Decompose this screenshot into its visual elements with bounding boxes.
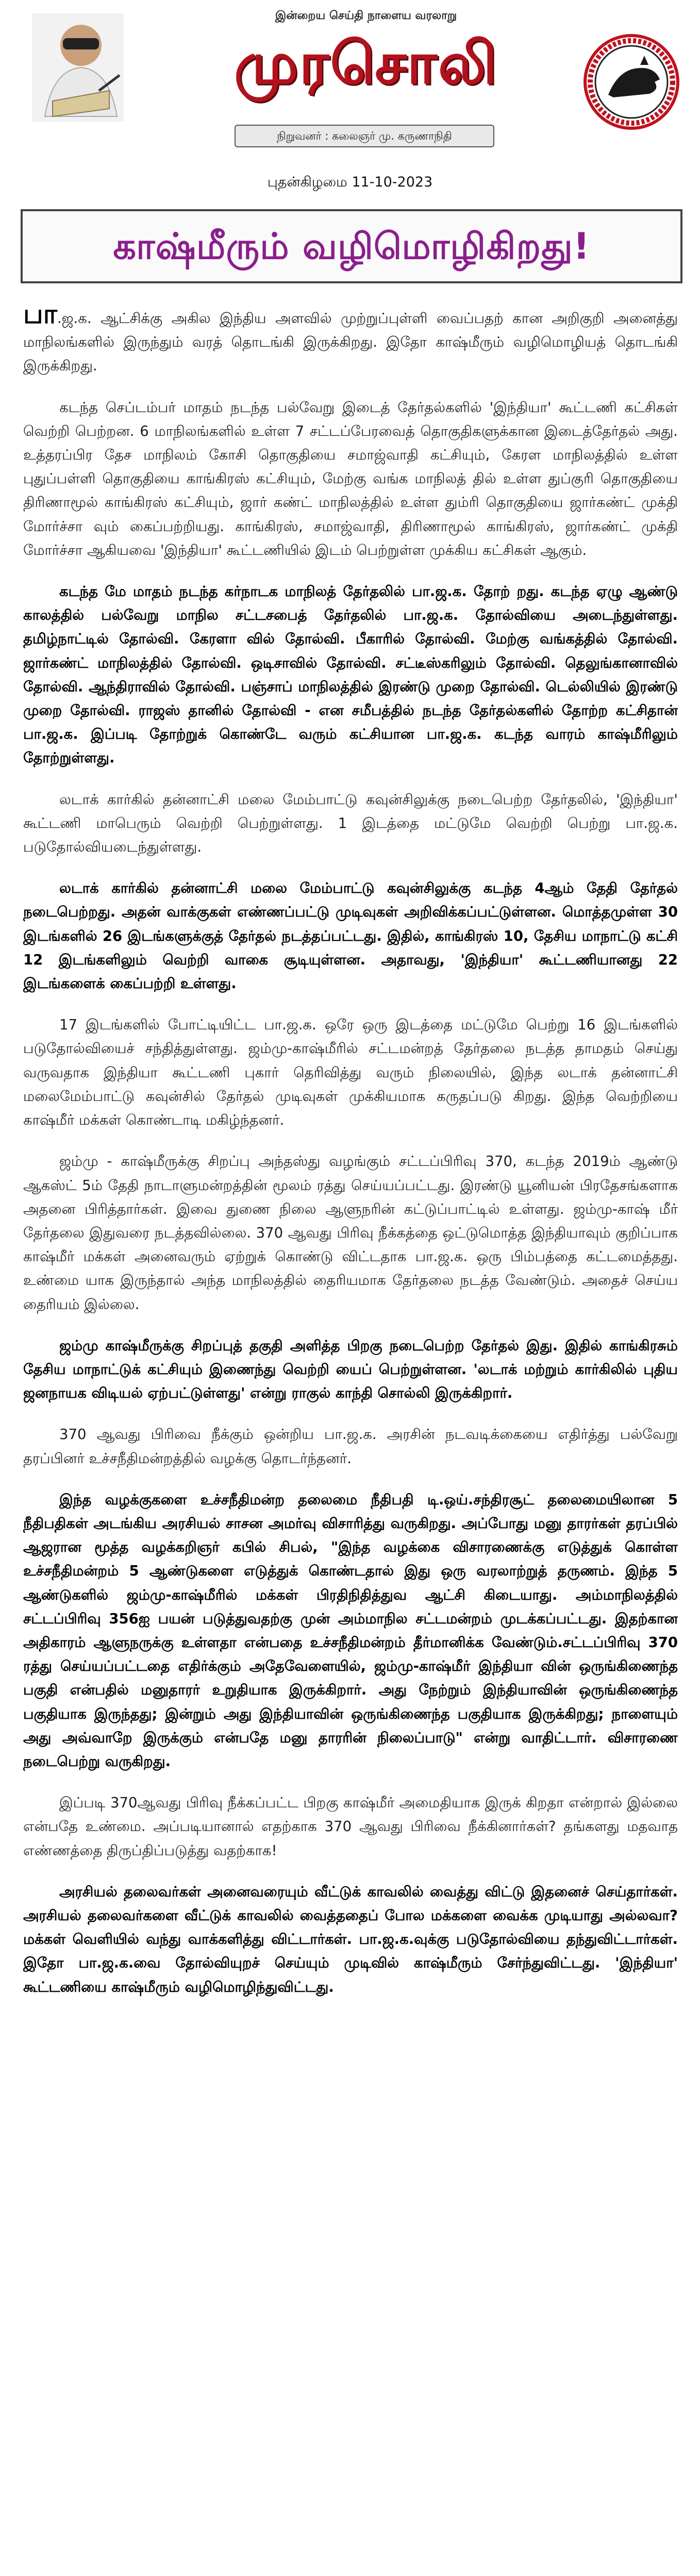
newspaper-logo: முரசொலி <box>234 30 498 97</box>
paragraph-5: லடாக் கார்கில் தன்னாட்சி மலை மேம்பாட்டு கவுன்சிலுக்கு கடந்த 4ஆம் தேதி தேர்தல் நடைபெற்றது. அதன் வாக்குகள் எண்ணப்பட்டு முடிவுகள் அறிவிக்கப்பட்டுள்ளன. மொத்தமுள்ள 30 இடங்களில் 26 இடங்களுக்குத் தேர்தல் நடத்தப்பட்டது. இதில், காங்கிரஸ் 10, தேசிய மாநாட்டு கட்சி 12 இடங்களிலும் வெற்றி வாகை சூடியுள்ளன. அதாவது, 'இந்தியா' கூட்டணியானது 22 இடங்களைக் கைப்பற்றி உள்ளது. <box>23 880 678 992</box>
tagline: இன்றைய செய்தி நாளைய வரலாறு <box>275 9 457 22</box>
paragraph-1-text: .ஜ.க. ஆட்சிக்கு அகில இந்திய அளவில் முற்றுப்புள்ளி வைப்பதற் கான அறிகுறி அனைத்து மாநிலங்களில் இருந்தும் வரத் தொடங்கி இருக்கிறது. இதோ காஷ்மீரும் வழிமொழியத் தொடங்கி இருக்கிறது. <box>23 310 678 375</box>
paragraph-2: கடந்த செப்டம்பர் மாதம் நடந்த பல்வேறு இடைத் தேர்தல்களில் 'இந்தியா' கூட்டணி கட்சிகள் வெற்றி பெற்றன. 6 மாநிலங்களில் உள்ள 7 சட்டப்பேரவைத் தொகுதிகளுக்கான இடைத்தேர்தல் அது. உத்தரப்பிர தேச மாநிலம் கோசி தொகுதியை சமாஜ்வாதி கட்சியும், கேரள மாநிலத்தில் உள்ள புதுப்பள்ளி தொகுதியை காங்கிரஸ் கட்சியும், மேற்கு வங்க மாநிலத் தில் உள்ள துப்குரி தொகுதியை திரிணாமூல் காங்கிரஸ் கட்சியும், ஜார் கண்ட் மாநிலத்தில் உள்ள தும்ரி தொகுதியை ஜார்கண்ட் முக்தி மோர்ச்சா வும் கைப்பற்றியது. காங்கிரஸ், சமாஜ்வாதி, திரிணாமூல் காங்கிரஸ், ஜார்கண்ட் முக்தி மோர்ச்சா ஆகியவை 'இந்தியா' கூட்டணியில் இடம் பெற்றுள்ள முக்கிய கட்சிகள் ஆகும். <box>23 399 678 558</box>
paragraph-7: ஜம்மு - காஷ்மீருக்கு சிறப்பு அந்தஸ்து வழங்கும் சட்டப்பிரிவு 370, கடந்த 2019ம் ஆண்டு ஆகஸ்ட் 5ம் தேதி நாடாளுமன்றத்தின் மூலம் ரத்து செய்யப்பட்டது. இரண்டு யூனியன் பிரதேசங்களாக அதனை பிரித்தார்கள். இவை துணை நிலை ஆளுநரின் கட்டுப்பாட்டில் உள்ளது. ஜம்மு-காஷ் மீர் தேர்தலை இதுவரை நடத்தவில்லை. 370 ஆவது பிரிவு நீக்கத்தை ஒட்டுமொத்த இந்தியாவும் குறிப்பாக காஷ்மீர் மக்கள் அனைவரும் ஏற்றுக் கொண்டு விட்டதாக பா.ஜ.க. ஒரு பிம்பத்தை கட்டமைத்தது. உண்மை யாக இருந்தால் அந்த மாநிலத்தில் தைரியமாக தேர்தலை நடத்த வேண்டும். அதைச் செய்ய தைரியம் இல்லை. <box>23 1153 678 1313</box>
masthead <box>0 0 700 175</box>
paragraph-9: 370 ஆவது பிரிவை நீக்கும் ஒன்றிய பா.ஜ.க. அரசின் நடவடிக்கையை எதிர்த்து பல்வேறு தரப்பினர் உச்சநீதிமன்றத்தில் வழக்கு தொடர்ந்தனர். <box>23 1426 678 1467</box>
publication-date: புதன்கிழமை 11-10-2023 <box>267 174 433 190</box>
paragraph-10: இந்த வழக்குகளை உச்சநீதிமன்ற தலைமை நீதிபதி டி.ஒய்.சந்திரசூட் தலைமையிலான 5 நீதிபதிகள் அடங்கிய அரசியல் சாசன அமர்வு விசாரித்து வருகிறது. அப்போது மனு தாரர்கள் தரப்பில் ஆஜரான மூத்த வழக்கறிஞர் கபில் சிபல், "இந்த வழக்கை விசாரணைக்கு எடுத்துக் கொள்ள உச்சநீதிமன்றம் 5 ஆண்டுகளை எடுத்துக் கொண்டதால் இது ஒரு வரலாற்றுத் தருணம். இந்த 5 ஆண்டுகளில் ஜம்மு-காஷ்மீரில் மக்கள் பிரதிநிதித்துவ ஆட்சி கிடையாது. அம்மாநிலத்தில் சட்டப்பிரிவு 356ஐ பயன் படுத்துவதற்கு முன் அம்மாநில சட்டமன்றம் முடக்கப்பட்டது. இதற்கான அதிகாரம் ஆளுநருக்கு உள்ளதா என்பதை உச்சநீதிமன்றம் தீர்மானிக்க வேண்டும்.சட்டப்பிரிவு 370 ரத்து செய்யப்பட்டதை எதிர்க்கும் அதேவேளையில், ஜம்மு-காஷ்மீர் இந்தியா வின் ஒருங்கிணைந்த பகுதி என்பதில் மனுதாரர் உறுதியாக இருக்கிறார். அது நேற்றும் இந்தியாவின் ஒருங்கிணைந்த பகுதியாக இருந்தது; இன்றும் அது இந்தியாவின் ஒருங்கிணைந்த பகுதியாக இருக்கிறது; நாளையும் அது அவ்வாறே இருக்கும் என்பதே மனு தாரரின் நிலைப்பாடு" என்று வாதிட்டார். விசாரணை நடைபெற்று வருகிறது. <box>23 1491 678 1770</box>
article-body <box>23 304 678 2576</box>
paragraph-4: லடாக் கார்கில் தன்னாட்சி மலை மேம்பாட்டு கவுன்சிலுக்கு நடைபெற்ற தேர்தலில், 'இந்தியா' கூட்டணி மாபெரும் வெற்றி பெற்றுள்ளது. 1 இடத்தை மட்டுமே வெற்றி பெற்று பா.ஜ.க. படுதோல்வியடைந்துள்ளது. <box>23 791 678 856</box>
paragraph-3: கடந்த மே மாதம் நடந்த கர்நாடக மாநிலத் தேர்தலில் பா.ஜ.க. தோற் றது. கடந்த ஏழு ஆண்டு காலத்தில் பல்வேறு மாநில சட்டசபைத் தேர்தலில் பா.ஜ.க. தோல்வியை அடைந்துள்ளது. தமிழ்நாட்டில் தோல்வி. கேரளா வில் தோல்வி. பீகாரில் தோல்வி. மேற்கு வங்கத்தில் தோல்வி. ஜார்கண்ட் மாநிலத்தில் தோல்வி. ஒடிசாவில் தோல்வி. சட்டீஸ்கரிலும் தோல்வி. தெலுங்கானாவில் தோல்வி. ஆந்திராவில் தோல்வி. பஞ்சாப் மாநிலத்தில் இரண்டு முறை தோல்வி. டெல்லியில் இரண்டு முறை தோல்வி. ராஜஸ் தானில் தோல்வி - என சமீபத்தில் நடந்த தேர்தல்களில் தோற்ற கட்சிதான் பா.ஜ.க. இப்படி தோற்றுக் கொண்டே வரும் கட்சியான பா.ஜ.க. கடந்த வாரம் காஷ்மீரிலும் தோற்றுள்ளது. <box>23 583 678 767</box>
headline-box <box>21 209 682 283</box>
founder-portrait <box>32 13 124 122</box>
headline: காஷ்மீரும் வழிமொழிகிறது! <box>113 225 590 267</box>
party-emblem-seal <box>582 33 680 131</box>
paragraph-6: 17 இடங்களில் போட்டியிட்ட பா.ஜ.க. ஒரே ஒரு இடத்தை மட்டுமே பெற்று 16 இடங்களில் படுதோல்வியைச் சந்தித்துள்ளது. ஜம்மு-காஷ்மீரில் சட்டமன்றத் தேர்தலை நடத்த தாமதம் செய்து வருவதாக இந்தியா கூட்டணி புகார் தெரிவித்து வரும் நிலையில், இந்த லடாக் தன்னாட்சி மலைமேம்பாட்டு கவுன்சில் தேர்தல் முடிவுகள் முக்கியமாக கருதப்படு கிறது. இந்த வெற்றியை காஷ்மீர் மக்கள் கொண்டாடி மகிழ்ந்தனர். <box>23 1016 678 1129</box>
dropcap: பா <box>23 304 57 330</box>
paragraph-11: இப்படி 370ஆவது பிரிவு நீக்கப்பட்ட பிறகு காஷ்மீர் அமைதியாக இருக் கிறதா என்றால் இல்லை என்பதே உண்மை. அப்படியானால் எதற்காக 370 ஆவது பிரிவை நீக்கினார்கள்? தங்களது மதவாத எண்ணத்தை திருப்திப்படுத்து வதற்காக! <box>23 1794 678 1859</box>
paragraph-1 <box>23 304 678 378</box>
paragraph-12: அரசியல் தலைவர்கள் அனைவரையும் வீட்டுக் காவலில் வைத்து விட்டு இதனைச் செய்தார்கள். அரசியல் தலைவர்களை வீட்டுக் காவலில் வைத்ததைப் போல மக்களை வைக்க முடியாது அல்லவா? மக்கள் வெளியில் வந்து வாக்களித்து விட்டார்கள். பா.ஜ.க.வுக்கு படுதோல்வியை தந்துவிட்டார்கள். இதோ பா.ஜ.க.வை தோல்வியுறச் செய்யும் முடிவில் காஷ்மீரும் சேர்ந்துவிட்டது. 'இந்தியா' கூட்டணியை காஷ்மீரும் வழிமொழிந்துவிட்டது. <box>23 1883 678 1995</box>
founder-credit-text: நிறுவனர் : கலைஞர் மு. கருணாநிதி <box>277 130 452 142</box>
founder-credit <box>235 125 494 147</box>
paragraph-8: ஜம்மு காஷ்மீருக்கு சிறப்புத் தகுதி அளித்த பிறகு நடைபெற்ற தேர்தல் இது. இதில் காங்கிரசும் தேசிய மாநாட்டுக் கட்சியும் இணைந்து வெற்றி யைப் பெற்றுள்ளன. 'லடாக் மற்றும் கார்கிலில் புதிய ஜனநாயக விடியல் ஏற்பட்டுள்ளது' என்று ராகுல் காந்தி சொல்லி இருக்கிறார். <box>23 1337 678 1402</box>
